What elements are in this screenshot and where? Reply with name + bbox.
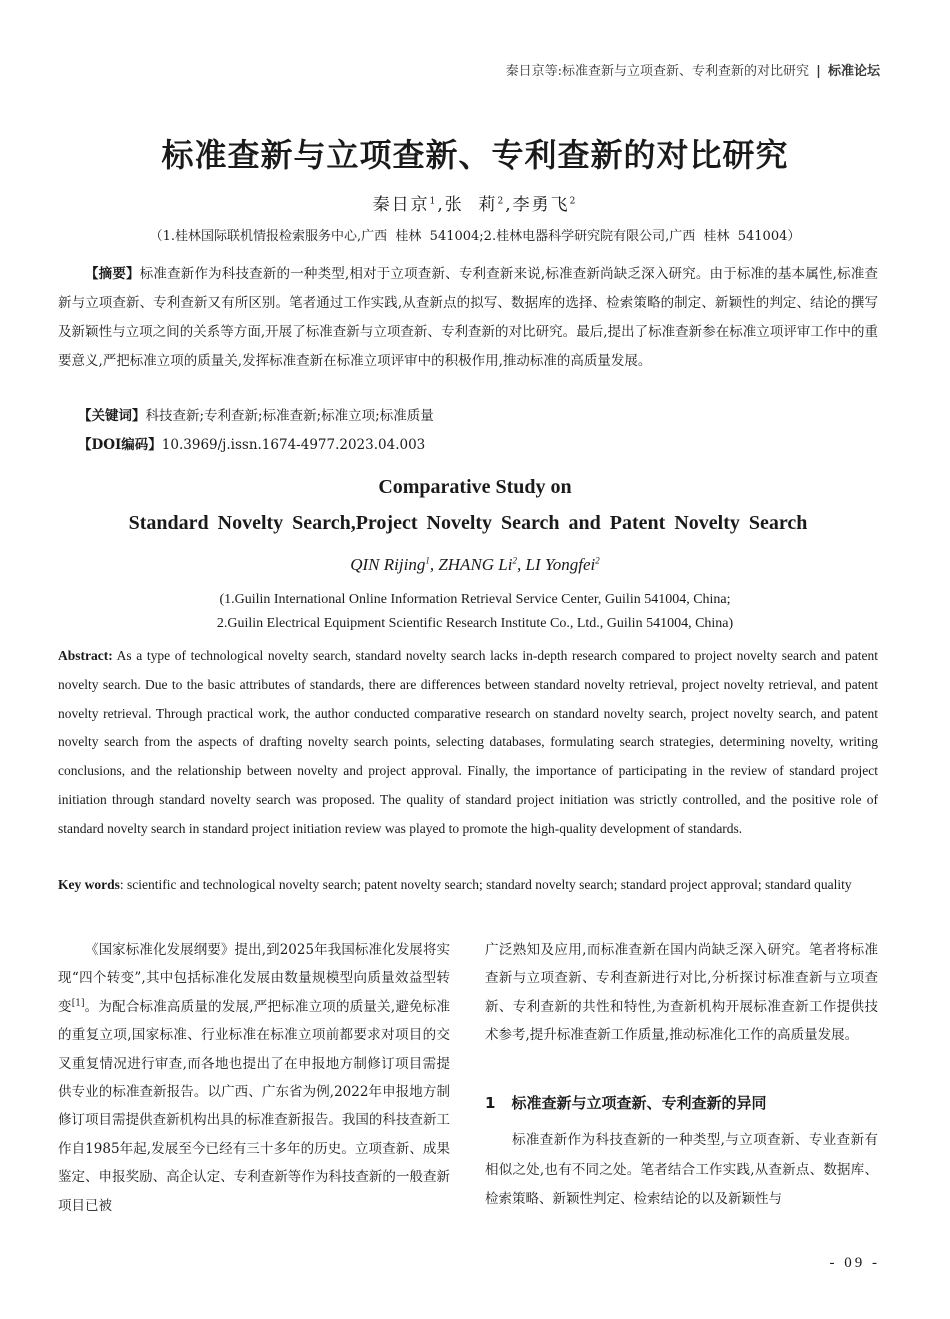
author-sup: 2 (569, 196, 578, 207)
affiliation-en-line2: 2.Guilin Electrical Equipment Scientific Research Institute Co., Ltd., Guilin 541004, China) (216, 616, 734, 631)
abstract-en (58, 642, 878, 844)
keywords-zh-label: 【关键词】 (78, 408, 146, 424)
doi-label: 【DOI编码】 (78, 437, 162, 453)
author-sup: 2 (497, 196, 506, 207)
running-header (506, 60, 880, 79)
citation-ref[interactable]: [1] (71, 998, 85, 1009)
body-left-column (58, 936, 450, 1220)
abstract-zh-text: 标准查新作为科技查新的一种类型,相对于立项查新、专利查新来说,标准查新尚缺乏深入研究。由于标准的基本属性,标准查新与立项查新、专利查新又有所区别。笔者通过工作实践,从查新点的拟写、数据库的选择、检索策略的制定、新颖性的判定、结论的撰写及新颖性与立项之间的关系等方面,开展了标准查新与立项查新、专利查新的对比研究。最后,提出了标准查新参在标准立项评审工作中的重要意义,严把标准立项的质量关,发挥标准查新在标准立项评审中的积极作用,推动标准的高质量发展。 (58, 266, 879, 369)
keywords-en-text: : scientific and technological novelty search; patent novelty search; standard novelty search; standard project approval; standard quality (119, 877, 852, 892)
author-zh: 张 莉 (444, 195, 498, 215)
section-title: 标准查新与立项查新、专利查新的异同 (511, 1094, 767, 1112)
author-sup: 1 (425, 555, 430, 566)
author-en: ZHANG Li (438, 555, 513, 574)
abstract-zh (58, 260, 878, 376)
doi (78, 433, 425, 453)
author-zh: 李勇飞 (512, 195, 570, 215)
abstract-en-label: Abstract: (58, 648, 113, 663)
column-name: 标准论坛 (827, 64, 880, 79)
affiliation-zh: （1.桂林国际联机情报检索服务中心,广西 桂林 541004;2.桂林电器科学研究院有限公司,广西 桂林 541004） (149, 229, 801, 244)
author-sup: 2 (512, 555, 517, 566)
author-en: LI Yongfei (525, 555, 596, 574)
body-left-text-1: 《国家标准化发展纲要》提出,到2025年我国标准化发展将实现“四个转变”,其中包括标准化发展由数量规模型向质量效益型转变 (58, 942, 450, 1015)
authors-en: QIN Rijing$^1$, ZHANG Li$^2$, LI Yongfei$^2$ (350, 555, 600, 574)
section-number: 1 (485, 1094, 496, 1112)
abstract-zh-label: 【摘要】 (85, 266, 140, 282)
authors-zh: 秦日京$^1$,张 莉$^2$,李勇飞$^2$ (372, 195, 578, 215)
section-heading-1 (485, 1092, 766, 1113)
author-zh: 秦日京 (372, 195, 430, 215)
affiliation-en-line1: (1.Guilin International Online Information Retrieval Service Center, Guilin 541004, China; (219, 592, 731, 607)
header-separator: | (816, 64, 821, 79)
page-number: - 09 - (829, 1255, 880, 1271)
paper-title-en-line2: Standard Novelty Search,Project Novelty Search and Patent Novelty Search (128, 512, 808, 534)
running-title: 秦日京等:标准查新与立项查新、专利查新的对比研究 (505, 64, 809, 79)
keywords-zh-text: 科技查新;专利查新;标准查新;标准立项;标准质量 (145, 408, 434, 424)
body-left-text-2: 。为配合标准高质量的发展,严把标准立项的质量关,避免标准的重复立项,国家标准、行业标准在标准立项前都要求对项目的交叉重复情况进行审查,而各地也提出了在申报地方制修订项目需提供专业的标准查新报告。以广西、广东省为例,2022年申报地方制修订项目需提供查新机构出具的标准查新报告。我国的科技查新工作自1985年起,发展至今已经有三十多年的历史。立项查新、成果鉴定、申报奖励、高企认定、专利查新等作为科技查新的一般查新项目已被 (58, 998, 450, 1214)
keywords-zh (78, 404, 434, 424)
affiliation-en (0, 588, 950, 636)
abstract-en-text: As a type of technological novelty search, standard novelty search lacks in-depth research compared to project novelty search and patent novelty search. Due to the basic attributes of standards, there are differences between standard novelty retrieval, project novelty retrieval, and patent novelty retrieval. Through practical work, the author conducted comparative research on standard novelty search, project novelty search, and patent novelty search from the aspects of drafting novelty search points, selecting databases, formulating search strategies, determining novelty, writing conclusions, and the relationship between novelty and project approval. Finally, the importance of participating in the review of standard project initiation through standard novelty search was proposed. The quality of standard project initiation was strictly controlled, and the positive role of standard novelty search in standard project initiation review was played to promote the high-quality development of standards. (58, 648, 878, 836)
author-en: QIN Rijing (350, 555, 426, 574)
body-right-para-1: 广泛熟知及应用,而标准查新在国内尚缺乏深入研究。笔者将标准查新与立项查新、专利查新进行对比,分析探讨标准查新与立项查新、专利查新的共性和特性,为查新机构开展标准查新工作提供技术参考,提升标准查新工作质量,推动标准化工作的高质量发展。 (485, 942, 878, 1044)
author-sup: 1 (429, 196, 438, 207)
paper-title-en-line1: Comparative Study on (378, 476, 572, 498)
author-sup: 2 (595, 555, 600, 566)
keywords-en (58, 871, 878, 900)
doi-text: 10.3969/j.issn.1674-4977.2023.04.003 (161, 437, 426, 453)
paper-title-zh: 标准查新与立项查新、专利查新的对比研究 (161, 136, 789, 174)
body-right-para-2: 标准查新作为科技查新的一种类型,与立项查新、专业查新有相似之处,也有不同之处。笔者结合工作实践,从查新点、数据库、检索策略、新颖性判定、检索结论的以及新颖性与 (485, 1132, 878, 1207)
keywords-en-label: Key words (58, 877, 120, 892)
